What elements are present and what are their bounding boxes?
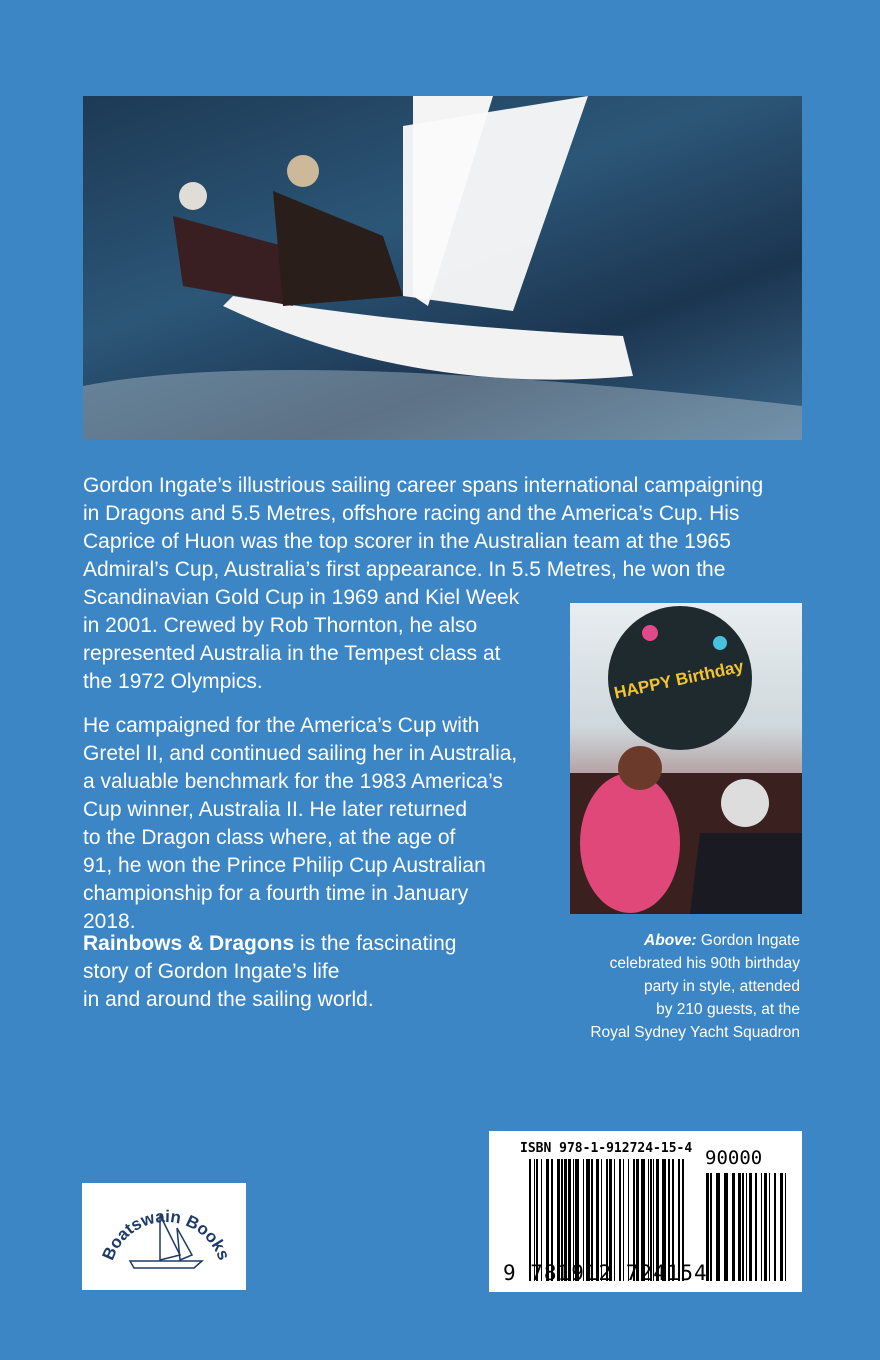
- text-line: story of Gordon Ingate’s life: [83, 960, 340, 983]
- barcode-bar: [780, 1173, 783, 1281]
- text-line: Caprice of Huon was the top scorer in the Australian team at the 1965: [83, 530, 731, 553]
- barcode-bar: [724, 1173, 728, 1281]
- barcode-bar: [710, 1173, 712, 1281]
- text-line: the 1972 Olympics.: [83, 670, 263, 693]
- ean-digits: 9 781912 724154: [503, 1261, 708, 1285]
- text-line: in Dragons and 5.5 Metres, offshore racing and the America’s Cup. His: [83, 502, 740, 525]
- barcode-bar: [785, 1173, 786, 1281]
- caption-line: celebrated his 90th birthday: [609, 955, 800, 972]
- text-line: championship for a fourth time in January: [83, 882, 469, 905]
- text-line: 91, he won the Prince Philip Cup Australian: [83, 854, 486, 877]
- barcode-bar: [755, 1173, 757, 1281]
- publisher-name: Boatswain Books: [98, 1206, 234, 1263]
- text-line: is the fascinating: [294, 932, 457, 955]
- blurb-paragraph-2: [83, 712, 517, 936]
- text-line: represented Australia in the Tempest class at: [83, 642, 501, 665]
- isbn-number: ISBN 978-1-912724-15-4: [520, 1141, 693, 1156]
- barcode-bar: [774, 1173, 776, 1281]
- caption-lead: Above:: [644, 932, 697, 949]
- barcode-bar: [742, 1173, 744, 1281]
- blurb-paragraph-3: [83, 930, 456, 1014]
- text-line: to the Dragon class where, at the age of: [83, 826, 456, 849]
- barcode-bar: [769, 1173, 770, 1281]
- sailing-dragon-photo: [83, 96, 802, 440]
- barcode-bar: [764, 1173, 767, 1281]
- text-line: in and around the sailing world.: [83, 988, 374, 1011]
- text-line: Admiral’s Cup, Australia’s first appearance. In 5.5 Metres, he won the: [83, 558, 726, 581]
- barcode-bar: [749, 1173, 752, 1281]
- svg-text:Boatswain Books: [98, 1207, 233, 1263]
- text-line: in 2001. Crewed by Rob Thornton, he also: [83, 614, 478, 637]
- text-line: 2018.: [83, 910, 136, 933]
- text-line: Scandinavian Gold Cup in 1969 and Kiel Week: [83, 586, 520, 609]
- balloon-text: HAPPY Birthday: [612, 656, 746, 703]
- photo-caption: [560, 929, 800, 1044]
- text-line: Gretel II, and continued sailing her in Australia,: [83, 742, 518, 765]
- caption-line: by 210 guests, at the: [656, 1001, 800, 1018]
- text-line: Gordon Ingate’s illustrious sailing career spans international campaigning: [83, 474, 764, 497]
- caption-line: Royal Sydney Yacht Squadron: [590, 1024, 800, 1041]
- barcode-bar: [716, 1173, 720, 1281]
- isbn-barcode: [489, 1131, 802, 1292]
- text-line: He campaigned for the America’s Cup with: [83, 714, 480, 737]
- birthday-party-photo: [570, 603, 802, 914]
- caption-line: Gordon Ingate: [696, 932, 800, 949]
- barcode-bar: [746, 1173, 747, 1281]
- price-code: 90000: [705, 1147, 763, 1169]
- barcode-bar: [761, 1173, 762, 1281]
- caption-line: party in style, attended: [644, 978, 800, 995]
- book-title: Rainbows & Dragons: [83, 932, 295, 955]
- barcode-bar: [732, 1173, 735, 1281]
- barcode-bar: [738, 1173, 741, 1281]
- text-line: a valuable benchmark for the 1983 America’s: [83, 770, 503, 793]
- text-line: Cup winner, Australia II. He later returned: [83, 798, 468, 821]
- publisher-logo: [82, 1183, 246, 1290]
